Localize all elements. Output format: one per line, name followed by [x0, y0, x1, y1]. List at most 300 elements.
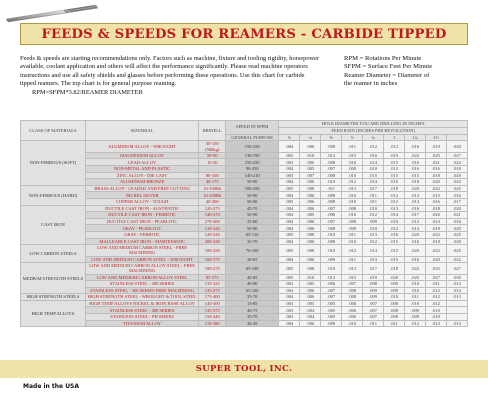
feed-rate: .018	[446, 165, 467, 172]
feed-rate: .004	[279, 320, 300, 327]
feed-rate: .012	[426, 300, 447, 307]
feed-rate: .013	[342, 263, 363, 274]
feed-rate: .010	[321, 179, 342, 186]
feed-rate: .022	[405, 263, 426, 274]
feed-rate: .005	[300, 165, 321, 172]
feed-rate: .005	[279, 172, 300, 179]
feed-rate: .021	[446, 212, 467, 219]
brinell-value: 135-375	[199, 307, 226, 314]
feed-rate: .015	[384, 172, 405, 179]
feed-rate: .008	[321, 159, 342, 166]
table-row	[21, 281, 468, 288]
table-row	[21, 231, 468, 238]
material-name: COPPER ALLOY - TOUGH	[85, 198, 199, 205]
feed-rate: .005	[279, 152, 300, 159]
title-banner	[20, 23, 468, 45]
definitions	[344, 55, 474, 89]
sfpm-value: 65-100	[226, 287, 279, 294]
feed-rate: .005	[321, 300, 342, 307]
sfpm-value: 130-190	[226, 152, 279, 159]
feed-rate: .008	[342, 294, 363, 301]
brinell-value: 140-300	[199, 300, 226, 307]
feed-rate: .010	[300, 152, 321, 159]
material-name: MAGNESIUM ALLOY	[85, 152, 199, 159]
feed-rate: .006	[342, 307, 363, 314]
material-name: NON-METAL AND PLASTIC	[85, 165, 199, 172]
brinell-value: 200-320	[199, 238, 226, 245]
feed-rate: .022	[446, 159, 467, 166]
header-size: ⅜	[321, 134, 342, 141]
feed-rate: .014	[405, 198, 426, 205]
feed-rate: .014	[363, 245, 384, 256]
feed-rate: .004	[279, 218, 300, 225]
feed-rate: .009	[363, 218, 384, 225]
feed-rate: .010	[342, 198, 363, 205]
feed-rate: .005	[321, 314, 342, 321]
feed-rate: .020	[446, 225, 467, 232]
feed-rate: .016	[405, 159, 426, 166]
feed-rate: .018	[426, 238, 447, 245]
feed-rate: .011	[342, 231, 363, 238]
feed-rate: .025	[426, 152, 447, 159]
feed-rate: .012	[405, 320, 426, 327]
feed-rate: .003	[279, 159, 300, 166]
brinell-value: 10-100Rb	[199, 185, 226, 192]
table-row	[21, 205, 468, 212]
feed-rate: .015	[363, 172, 384, 179]
feed-rate: .027	[426, 274, 447, 281]
feed-rate	[446, 307, 467, 314]
feed-rate: .008	[363, 281, 384, 288]
feed-rate: .009	[384, 281, 405, 288]
brinell-value: 50-90	[199, 152, 226, 159]
feed-rate: .005	[279, 231, 300, 238]
feed-rate: .016	[405, 141, 426, 152]
brinell-value: 100-375	[199, 256, 226, 263]
feed-rate: .012	[384, 225, 405, 232]
material-name: HIGH STRENGTH STEEL - WROUGHT & TOOL STEEL	[85, 294, 199, 301]
table-row	[21, 300, 468, 307]
feed-rate: .025	[426, 263, 447, 274]
header-class: CLASS OF MATERIALS	[21, 121, 86, 141]
brinell-value: 120-220	[199, 231, 226, 238]
feed-rate: .008	[321, 192, 342, 199]
sfpm-value: 140-210	[226, 172, 279, 179]
definition-diameter: Reamer Diameter = Diameter of	[344, 71, 430, 79]
feed-rate: .020	[405, 185, 426, 192]
sfpm-value: 50-90	[226, 212, 279, 219]
feed-rate: .011	[342, 141, 363, 152]
feed-rate: .010	[384, 218, 405, 225]
feed-rate: .010	[342, 320, 363, 327]
feed-rate: .012	[426, 287, 447, 294]
sfpm-value: 150-250	[226, 141, 279, 152]
material-name: DUCTILE CAST IRON - AUSTENITIC	[85, 205, 199, 212]
feed-rate: .005	[279, 263, 300, 274]
sfpm-value: 35-70	[226, 238, 279, 245]
feed-rate: .007	[363, 307, 384, 314]
feed-rate: .006	[300, 205, 321, 212]
feed-rate: .019	[426, 141, 447, 152]
feed-rate: .014	[405, 225, 426, 232]
feed-rate: .015	[384, 238, 405, 245]
feed-rate: .006	[342, 300, 363, 307]
feed-rate: .014	[363, 159, 384, 166]
feed-rate: .016	[384, 179, 405, 186]
feed-rate: .012	[384, 192, 405, 199]
feed-rate: .007	[321, 218, 342, 225]
feed-rate: .016	[426, 165, 447, 172]
feed-rate: .010	[342, 212, 363, 219]
feed-rate: .021	[426, 159, 447, 166]
brinell-value: 150-440	[199, 314, 226, 321]
feed-rate: .011	[384, 320, 405, 327]
feed-rate: .027	[446, 152, 467, 159]
header-general-purpose: GENERAL PURPOSE	[226, 134, 279, 141]
feed-rate: .016	[405, 256, 426, 263]
feed-rate: .009	[384, 287, 405, 294]
feed-rate: .010	[363, 165, 384, 172]
feed-rate: .006	[300, 218, 321, 225]
brinell-value: 270-400	[199, 218, 226, 225]
material-name: GRAY - FERRITIC	[85, 231, 199, 238]
feed-rate: .010	[342, 172, 363, 179]
feed-rate: .017	[363, 263, 384, 274]
feed-rate: .008	[300, 245, 321, 256]
feed-rate: .010	[384, 294, 405, 301]
sfpm-value: 35-60	[226, 218, 279, 225]
feed-rate: .015	[342, 152, 363, 159]
feed-rate: .011	[426, 281, 447, 288]
intro-text	[20, 55, 320, 97]
feed-rate: .010	[405, 287, 426, 294]
feed-rate	[446, 314, 467, 321]
feed-rate: .012	[384, 198, 405, 205]
material-class: HIGH STRENGTH STEELS	[21, 294, 86, 301]
feed-rate: .008	[321, 172, 342, 179]
material-name: DUCTILE CAST IRON - FERRITIC	[85, 212, 199, 219]
brinell-value: 120-275	[199, 205, 226, 212]
feed-rate: .012	[363, 141, 384, 152]
brinell-value: 30-150 (500kg)	[199, 141, 226, 152]
feed-rate: .015	[384, 159, 405, 166]
feed-rate: .006	[300, 225, 321, 232]
feed-rate: .016	[405, 205, 426, 212]
feed-rate: .020	[405, 245, 426, 256]
table-row	[21, 225, 468, 232]
header-size: ¾	[363, 134, 384, 141]
feed-rate: .005	[321, 307, 342, 314]
table-row	[21, 198, 468, 205]
material-class: LOW CARBON STEELS	[21, 245, 86, 263]
feed-rate: .014	[363, 179, 384, 186]
sfpm-value: 50-90	[226, 198, 279, 205]
feed-rate: .004	[300, 307, 321, 314]
feed-rate: .008	[321, 320, 342, 327]
feed-rate: .008	[342, 287, 363, 294]
material-name: ZINC ALLOY - DIE CAST	[85, 172, 199, 179]
feed-rate: .014	[405, 192, 426, 199]
header-size	[446, 134, 467, 141]
feed-rate: .009	[363, 287, 384, 294]
table-row	[21, 320, 468, 327]
table-row	[21, 287, 468, 294]
brinell-value	[199, 165, 226, 172]
sfpm-value: 30-65	[226, 256, 279, 263]
feed-rate: .012	[426, 294, 447, 301]
header-size: 1½	[426, 134, 447, 141]
feed-rate: .008	[342, 165, 363, 172]
feed-rate: .018	[405, 179, 426, 186]
feed-rate: .025	[446, 231, 467, 238]
material-class: HIGH TEMP ALLOYS	[21, 300, 86, 326]
table-row	[21, 179, 468, 186]
feed-rate: .004	[279, 179, 300, 186]
feed-rate: .010	[342, 192, 363, 199]
brinell-value: 100-275	[199, 263, 226, 274]
brinell-value: 40-175	[199, 179, 226, 186]
feed-rate: .008	[300, 231, 321, 238]
feed-rate: .004	[279, 287, 300, 294]
material-class: MEDIUM STRENGTH STEELS	[21, 263, 86, 294]
brinell-value: 80-100	[199, 172, 226, 179]
sfpm-value: 45-70	[226, 205, 279, 212]
feed-rate: .004	[279, 165, 300, 172]
feed-rate: .020	[446, 205, 467, 212]
feed-rate: .007	[363, 314, 384, 321]
made-in-usa: Made in the USA	[23, 383, 80, 390]
brinell-value: 10-100Rb	[199, 192, 226, 199]
feed-rate: .009	[363, 294, 384, 301]
feed-rate: .006	[300, 320, 321, 327]
feed-rate: .009	[405, 307, 426, 314]
table-row	[21, 218, 468, 225]
rpm-formula: RPM=SFPM*3.82/REAMER DIAMETER	[32, 88, 143, 96]
feed-rate: .007	[342, 281, 363, 288]
feed-rate: .008	[321, 238, 342, 245]
feed-rate: .004	[279, 205, 300, 212]
feed-rate: .015	[342, 274, 363, 281]
table-row	[21, 185, 468, 192]
feed-rate: .020	[405, 231, 426, 238]
feed-rate: .006	[300, 179, 321, 186]
feed-rate: .006	[300, 238, 321, 245]
feed-rate: .005	[300, 300, 321, 307]
feed-rate: .004	[279, 238, 300, 245]
feeds-speeds-table	[20, 120, 468, 327]
feed-rate: .015	[405, 172, 426, 179]
material-name: LOW AND MEDIUM CARBON ALLOY STEEL - FREE MACHINING	[85, 263, 199, 274]
feed-rate: .010	[363, 205, 384, 212]
feed-rate: .012	[342, 245, 363, 256]
feed-rate: .010	[342, 238, 363, 245]
feed-rate: .011	[321, 185, 342, 192]
feed-rate: .016	[446, 192, 467, 199]
feed-rate: .022	[405, 152, 426, 159]
header-size: ½	[342, 134, 363, 141]
feed-rate: .022	[446, 256, 467, 263]
header-speed: SPEED IN SFPM	[226, 121, 279, 135]
header-size: ¼	[300, 134, 321, 141]
feed-rate: .006	[321, 281, 342, 288]
feed-rate: .005	[279, 185, 300, 192]
sfpm-value: 30-45	[226, 320, 279, 327]
feed-rate: .004	[300, 314, 321, 321]
material-name: DUCTILE CAST IRON - PEARLITIC	[85, 218, 199, 225]
sfpm-value: 40-90	[226, 281, 279, 288]
brinell-value: 40-200	[199, 198, 226, 205]
feed-rate: .022	[446, 179, 467, 186]
feed-rate: .020	[446, 238, 467, 245]
feed-rate: .016	[384, 231, 405, 238]
feed-rate: .006	[300, 141, 321, 152]
feed-rate: .018	[384, 185, 405, 192]
table-row	[21, 212, 468, 219]
feed-rate	[446, 300, 467, 307]
feed-rate: .027	[446, 263, 467, 274]
feed-rate: .014	[384, 212, 405, 219]
feed-rate: .010	[321, 245, 342, 256]
feed-rate: .018	[384, 263, 405, 274]
material-name: STAINLESS STEEL - 300 SERIES FREE MACHINING	[85, 287, 199, 294]
feed-rate: .010	[426, 314, 447, 321]
feed-rate: .022	[426, 185, 447, 192]
feed-rate: .016	[426, 198, 447, 205]
sfpm-value: 15-85	[226, 300, 279, 307]
feed-rate: .014	[446, 320, 467, 327]
feed-rate: .012	[405, 218, 426, 225]
feed-rate: .005	[279, 245, 300, 256]
feed-rate: .020	[384, 274, 405, 281]
feed-rate: .011	[342, 256, 363, 263]
feed-rate: .008	[300, 185, 321, 192]
material-class: CAST IRON	[21, 205, 86, 245]
table-row	[21, 256, 468, 263]
feed-rate: .011	[363, 192, 384, 199]
feed-rate: .011	[405, 294, 426, 301]
sfpm-value: 50-90	[226, 192, 279, 199]
feed-rate: .007	[363, 300, 384, 307]
feed-rate: .003	[279, 314, 300, 321]
brinell-value: 135-325	[199, 281, 226, 288]
brinell-value: 140-270	[199, 212, 226, 219]
sfpm-value: 65-110	[226, 231, 279, 238]
definition-rpm: RPM = Rotations Per Minute	[344, 55, 422, 62]
feed-rate: .015	[384, 256, 405, 263]
feed-rate: .013	[384, 141, 405, 152]
material-name: ALUMINUM BRONZE	[85, 179, 199, 186]
material-name: LEAD ALLOY	[85, 159, 199, 166]
table-row	[21, 314, 468, 321]
sfpm-value: 70-100	[226, 245, 279, 256]
feed-rate: .003	[279, 307, 300, 314]
brinell-value: 110-380	[199, 320, 226, 327]
brinell-value: 175-400	[199, 294, 226, 301]
material-name: STAINLESS STEEL - 400 SERIES	[85, 307, 199, 314]
feed-rate: .004	[279, 212, 300, 219]
header-size: 1	[384, 134, 405, 141]
table-row	[21, 159, 468, 166]
table-row	[21, 192, 468, 199]
material-class: NON-FERROUS (HARD)	[21, 185, 86, 205]
sfpm-value: 90-250	[226, 165, 279, 172]
sfpm-value: 40-85	[226, 274, 279, 281]
table-row	[21, 245, 468, 256]
table-row	[21, 141, 468, 152]
sfpm-value: 100-250	[226, 185, 279, 192]
header-size: ⅛	[279, 134, 300, 141]
feed-rate: .013	[342, 185, 363, 192]
feed-rate: .007	[321, 205, 342, 212]
feed-rate: .015	[426, 192, 447, 199]
feed-rate: .012	[363, 212, 384, 219]
header-hole-diameter: HOLE DIAMETER YOU ARE DRILLING IN INCHES	[279, 121, 468, 128]
feed-rate: .008	[321, 141, 342, 152]
table-row	[21, 274, 468, 281]
table-row	[21, 294, 468, 301]
feed-rate: .010	[321, 263, 342, 274]
feed-rate: .008	[321, 198, 342, 205]
feed-rate: .006	[321, 212, 342, 219]
feed-rate: .018	[426, 172, 447, 179]
feed-rate: .015	[384, 245, 405, 256]
feed-rate: .019	[363, 274, 384, 281]
feed-rate: .005	[300, 281, 321, 288]
header-feed-rate: FEED RATE (INCHES PER REVOLUTION)	[279, 127, 468, 134]
feed-rate: .010	[363, 225, 384, 232]
feed-rate: .020	[446, 172, 467, 179]
material-name: LOW AND MEDIUM CARBON STEEL - FREE MACHINING	[85, 245, 199, 256]
feed-rate: .017	[363, 185, 384, 192]
feed-rate: .009	[321, 256, 342, 263]
definition-sfpm: SFPM = Surface Feet Per Minute	[344, 63, 433, 71]
feed-rate: .008	[384, 314, 405, 321]
feed-rate: .008	[300, 263, 321, 274]
brinell-value: 85-375	[199, 274, 226, 281]
feed-rate: .008	[342, 218, 363, 225]
feed-rate: .005	[279, 198, 300, 205]
material-name: STAINLESS STEEL - 400 SERIES	[85, 281, 199, 288]
sfpm-value: 50-90	[226, 225, 279, 232]
material-name: STAINLESS STEEL - PH SERIES	[85, 314, 199, 321]
feed-rate: .008	[342, 205, 363, 212]
feed-rate: .014	[426, 218, 447, 225]
feed-rate: .014	[446, 287, 467, 294]
feed-rate: .009	[342, 225, 363, 232]
brinell-value: 100-250	[199, 245, 226, 256]
page-title: FEEDS & SPEEDS FOR REAMERS - CARBIDE TIPPED	[41, 26, 447, 42]
feed-rate: .020	[426, 212, 447, 219]
header-material: MATERIAL	[85, 121, 199, 141]
feed-rate: .010	[321, 231, 342, 238]
feed-rate: .007	[321, 294, 342, 301]
feed-rate: .011	[363, 198, 384, 205]
material-name: GRAY - PEARLITIC	[85, 225, 199, 232]
feed-rate: .010	[426, 307, 447, 314]
material-name: LOW AND MEDIUM CARBON ALLOY STEEL	[85, 274, 199, 281]
sfpm-value: 40-75	[226, 307, 279, 314]
material-name: NICKEL SILVER	[85, 192, 199, 199]
feed-rate: .004	[279, 294, 300, 301]
feed-rate: .012	[321, 274, 342, 281]
sfpm-value: 35-70	[226, 314, 279, 321]
feed-rate: .017	[405, 212, 426, 219]
feed-rate: .006	[300, 198, 321, 205]
feed-rate: .018	[426, 225, 447, 232]
material-name: ALUMINUM ALLOY - WROUGHT	[85, 141, 199, 152]
feed-rate: .013	[446, 294, 467, 301]
table-row	[21, 172, 468, 179]
